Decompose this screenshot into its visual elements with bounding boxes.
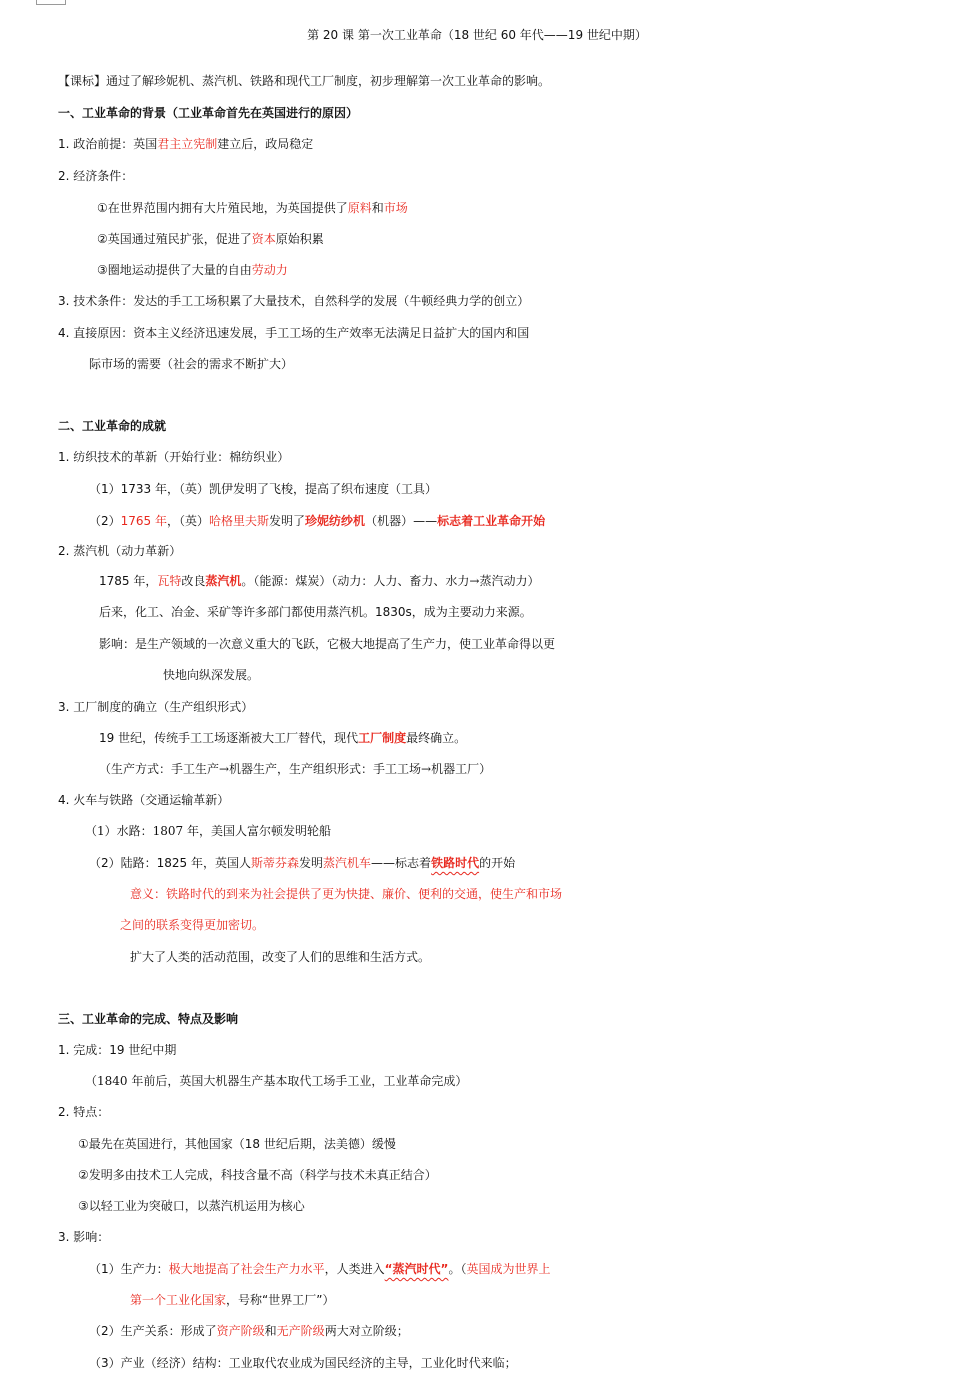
section-3-heading: 三、工业革命的完成、特点及影响	[58, 1012, 239, 1026]
text: （1）生产力：	[89, 1262, 169, 1276]
s3-item-1a: （1840 年前后，英国大机器生产基本取代工场手工业，工业革命完成）	[85, 1074, 468, 1088]
page-corner-mark	[36, 0, 66, 5]
s1-item-2c	[97, 255, 954, 285]
text: 原始积累	[275, 232, 324, 246]
s2-item-4: 4. 火车与铁路（交通运输革新）	[58, 793, 230, 807]
s3-item-2: 2. 特点：	[58, 1105, 110, 1119]
text: （动力：人力、畜力、水力→蒸汽动力）	[331, 574, 540, 588]
key-term: 工厂制度	[358, 731, 407, 745]
text: ，（英）	[167, 514, 210, 528]
text: 建立后，政局稳定	[217, 137, 314, 151]
s2-item-3a	[99, 723, 954, 753]
s3-item-3c	[89, 1316, 954, 1346]
key-term: 1765 年	[120, 514, 167, 528]
s2-item-3b: （生产方式：手工生产→机器生产，生产组织形式：手工工场→机器工厂）	[99, 762, 492, 776]
key-term: 资本	[251, 232, 276, 246]
text: （2）	[89, 514, 121, 528]
text: 发明	[299, 856, 324, 870]
s1-item-4-cont: 际市场的需要（社会的需求不断扩大）	[89, 357, 294, 371]
text: ①在世界范围内拥有大片殖民地，为英国提供了	[97, 201, 348, 215]
text: 的开始	[479, 856, 516, 870]
text: 两大对立阶级；	[324, 1324, 409, 1338]
key-term: 原料	[347, 201, 372, 215]
key-term: 铁路时代	[431, 856, 480, 870]
s2-item-1b	[89, 506, 954, 536]
text: 19 世纪，传统手工工场逐渐被大工厂替代，现代	[99, 731, 359, 745]
s2-item-1a: （1）1733 年，（英）凯伊发明了飞梭，提高了织布速度（工具）	[89, 482, 437, 496]
text: 1. 政治前提：英国	[58, 137, 158, 151]
text: 发明了	[269, 514, 306, 528]
curriculum-standard: 【课标】通过了解珍妮机、蒸汽机、铁路和现代工厂制度，初步理解第一次工业革命的影响。	[58, 74, 551, 88]
text: 1785 年，	[99, 574, 158, 588]
key-term: 英国成为世界上	[466, 1262, 551, 1276]
s1-item-1	[58, 129, 954, 159]
key-term: 劳动力	[251, 263, 288, 277]
s3-item-1: 1. 完成：19 世纪中期	[58, 1043, 177, 1057]
s1-item-2b	[97, 224, 954, 254]
key-term: 无产阶级	[276, 1324, 325, 1338]
text: 和	[371, 201, 384, 215]
s2-item-4a: （1）水路：1807 年，美国人富尔顿发明轮船	[85, 824, 331, 838]
text: （机器）——	[365, 514, 438, 528]
text: 改良	[181, 574, 206, 588]
s2-item-2b: 后来，化工、冶金、采矿等许多部门都使用蒸汽机。1830s，成为主要动力来源。	[99, 605, 532, 619]
s2-item-4b	[89, 848, 954, 878]
section-1-heading: 一、工业革命的背景（工业革命首先在英国进行的原因）	[58, 106, 359, 120]
text: 最终确立。	[406, 731, 467, 745]
key-term: 蒸汽机车	[323, 856, 372, 870]
key-term: 铁路时代的到来为社会提供了更为快捷、廉价、便利的交通，使生产和市场	[166, 887, 563, 901]
text: 。（能源：煤炭）	[241, 574, 332, 588]
s1-item-2a	[97, 193, 954, 223]
key-term: 极大地提高了社会生产力水平	[168, 1262, 325, 1276]
key-term: 珍妮纺纱机	[305, 514, 366, 528]
s2-item-2d: 快地向纵深发展。	[163, 668, 260, 682]
key-term: 哈格里夫斯	[209, 514, 270, 528]
s3-item-2b: ②发明多由技术工人完成，科技含量不高（科学与技术未真正结合）	[78, 1168, 437, 1182]
s1-item-4: 4. 直接原因：资本主义经济迅速发展，手工工场的生产效率无法满足日益扩大的国内和国	[58, 326, 530, 340]
s2-item-2c: 影响：是生产领域的一次意义重大的飞跃，它极大地提高了生产力，使工业革命得以更	[99, 637, 556, 651]
text: ，人类进入	[324, 1262, 385, 1276]
text: ，号称“世界工厂”）	[226, 1293, 335, 1307]
s2-item-1: 1. 纺织技术的革新（开始行业：棉纺织业）	[58, 450, 290, 464]
key-term: 第一个工业化国家	[130, 1293, 227, 1307]
text: （2）生产关系：形成了	[89, 1324, 217, 1338]
text: ②英国通过殖民扩张，促进了	[97, 232, 252, 246]
s2-item-2a	[99, 566, 954, 596]
section-2-heading: 二、工业革命的成就	[58, 419, 167, 433]
key-term: “蒸汽时代”	[384, 1262, 449, 1276]
s3-item-2c: ③以轻工业为突破口，以蒸汽机运用为核心	[78, 1199, 305, 1213]
s1-item-3: 3. 技术条件：发达的手工工场积累了大量技术，自然科学的发展（牛顿经典力学的创立）	[58, 294, 530, 308]
text: ——标志着	[371, 856, 432, 870]
s2-item-4e: 扩大了人类的活动范围，改变了人们的思维和生活方式。	[130, 950, 431, 964]
s1-item-2: 2. 经济条件：	[58, 169, 134, 183]
key-term: 资产阶级	[216, 1324, 265, 1338]
text: 意义：	[130, 887, 167, 901]
s3-item-3d: （3）产业（经济）结构：工业取代农业成为国民经济的主导，工业化时代来临；	[89, 1356, 517, 1370]
s3-item-3b	[130, 1285, 954, 1315]
s2-item-2: 2. 蒸汽机（动力革新）	[58, 544, 182, 558]
key-term: 市场	[383, 201, 408, 215]
s2-item-3: 3. 工厂制度的确立（生产组织形式）	[58, 700, 254, 714]
text: ③圈地运动提供了大量的自由	[97, 263, 252, 277]
key-term: 标志着工业革命开始	[437, 514, 546, 528]
s3-item-3a	[89, 1254, 954, 1284]
key-term: 瓦特	[157, 574, 182, 588]
key-term: 君主立宪制	[157, 137, 218, 151]
text: 。（	[448, 1262, 467, 1276]
text: （2）陆路：1825 年，英国人	[89, 856, 251, 870]
s3-item-2a: ①最先在英国进行，其他国家（18 世纪后期，法美德）缓慢	[78, 1137, 396, 1151]
s2-item-4d: 之间的联系变得更加密切。	[120, 918, 265, 932]
key-term: 斯蒂芬森	[251, 856, 300, 870]
text: 和	[264, 1324, 277, 1338]
s3-item-3: 3. 影响：	[58, 1230, 110, 1244]
page-title: 第 20 课 第一次工业革命（18 世纪 60 年代——19 世纪中期）	[307, 28, 647, 42]
key-term: 蒸汽机	[205, 574, 242, 588]
s2-item-4c	[130, 879, 954, 909]
